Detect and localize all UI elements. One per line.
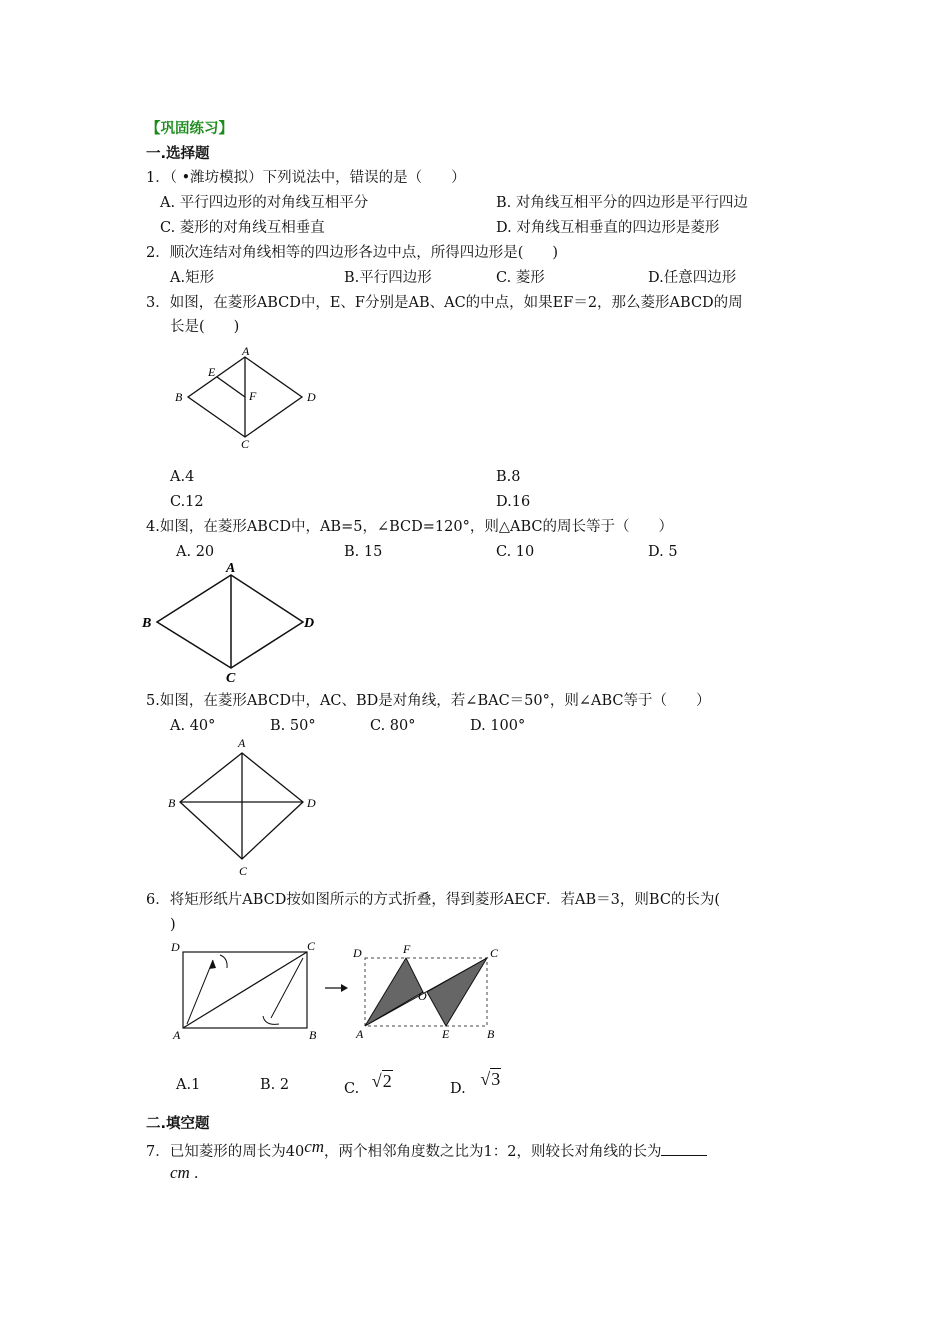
- q5-label-b: B: [168, 796, 176, 810]
- q1-option-a: A. 平行四边形的对角线互相平分: [160, 195, 369, 211]
- q3-label-e: E: [208, 365, 216, 379]
- q6-shaded-triangle-right: [427, 958, 487, 1026]
- q4-label-c: C: [226, 671, 236, 686]
- q2-option-d: D.任意四边形: [648, 270, 737, 286]
- q6-right-label-a: A: [356, 1027, 364, 1041]
- q6-right-label-f: F: [403, 942, 411, 956]
- q5-stem: 5.如图，在菱形ABCD中，AC、BD是对角线，若∠BAC＝50°，则∠ABC等于（ ）: [146, 693, 711, 709]
- q4-option-b: B. 15: [344, 544, 383, 560]
- q3-option-a: A.4: [170, 469, 195, 485]
- q1-option-d: D. 对角线互相垂直的四边形是菱形: [496, 220, 720, 236]
- q5-option-b: B. 50°: [270, 718, 316, 734]
- q4-label-a: A: [226, 561, 236, 576]
- q6-option-d-prefix: D.: [450, 1081, 466, 1097]
- q6-stem-line2: ): [170, 917, 176, 933]
- q7-line1: [146, 1137, 707, 1160]
- q6-option-d: [450, 1069, 501, 1097]
- q4-option-c: C. 10: [496, 544, 535, 560]
- q3-rhombus-figure: [170, 345, 320, 450]
- q6-stem-line1: 6．将矩形纸片ABCD按如图所示的方式折叠，得到菱形AECF．若AB＝3，则BC的长为(: [146, 892, 721, 908]
- q3-stem-line2: 长是( ): [170, 319, 240, 335]
- q3-label-c: C: [241, 437, 250, 451]
- q6-option-c-sqrt: √2: [371, 1071, 392, 1091]
- q3-option-b: B.8: [496, 469, 521, 485]
- q6-option-c-radicand: 2: [382, 1071, 392, 1091]
- q6-left-label-a: A: [173, 1028, 181, 1042]
- q3-stem-line1: 3．如图，在菱形ABCD中，E、F分别是AB、AC的中点，如果EF＝2，那么菱形ABCD的周: [146, 295, 743, 311]
- q6-shaded-triangle-left: [365, 958, 423, 1026]
- q6-option-c: [344, 1071, 393, 1097]
- q2-option-a: A.矩形: [170, 270, 215, 286]
- part2-heading: 二.填空题: [146, 1116, 210, 1132]
- q4-rhombus-figure: [140, 560, 325, 685]
- q4-stem: 4.如图，在菱形ABCD中，AB=5，∠BCD=120°，则△ABC的周长等于（ ）: [146, 519, 673, 535]
- q7-line2: [170, 1164, 198, 1182]
- q4-option-d: D. 5: [648, 544, 678, 560]
- q2-option-c: C. 菱形: [496, 270, 545, 286]
- q6-left-fold-arrow-2: [271, 958, 303, 1018]
- q6-right-label-o: O: [418, 989, 427, 1003]
- q6-option-c-prefix: C.: [344, 1081, 360, 1097]
- q7-text1: 7．已知菱形的周长为40: [146, 1144, 305, 1160]
- q6-right-label-b: B: [487, 1027, 495, 1041]
- q4-option-a: A. 20: [176, 544, 215, 560]
- q6-option-b: B. 2: [260, 1077, 290, 1093]
- q1-option-b: B. 对角线互相平分的四边形是平行四边: [496, 195, 748, 211]
- q6-option-d-sqrt: √3: [480, 1069, 501, 1089]
- q6-arrowhead-1: [209, 960, 216, 969]
- q6-option-a: A.1: [176, 1077, 201, 1093]
- q6-left-label-c: C: [307, 939, 316, 953]
- q3-label-d: D: [307, 390, 316, 404]
- q5-option-a: A. 40°: [170, 718, 216, 734]
- q5-rhombus-figure: [165, 735, 325, 880]
- section-title: 【巩固练习】: [146, 121, 233, 137]
- q6-left-fold-arrow-1: [187, 960, 213, 1024]
- q3-label-b: B: [175, 390, 183, 404]
- q6-left-label-b: B: [309, 1028, 317, 1042]
- q1-option-c: C. 菱形的对角线互相垂直: [160, 220, 325, 236]
- q6-right-label-d: D: [353, 946, 362, 960]
- q5-label-c: C: [239, 864, 248, 878]
- q6-transition-arrowhead: [341, 984, 348, 992]
- q4-label-d: D: [304, 616, 315, 631]
- q7-unit: cm: [304, 1137, 325, 1156]
- q3-option-d: D.16: [496, 494, 531, 510]
- q3-label-f: F: [249, 389, 257, 403]
- q7-text2: ，两个相邻角度数之比为1：2，则较长对角线的长为: [324, 1144, 662, 1160]
- q2-stem: 2．顺次连结对角线相等的四边形各边中点，所得四边形是( ): [146, 245, 559, 261]
- q7-end: .: [193, 1166, 199, 1182]
- q5-label-a: A: [238, 736, 246, 750]
- q5-label-d: D: [307, 796, 316, 810]
- q4-rhombus: [157, 575, 303, 668]
- q4-label-b: B: [142, 616, 152, 631]
- q7-unit2: cm: [170, 1163, 190, 1182]
- q6-right-label-c: C: [490, 946, 499, 960]
- q6-fold-curve-1: [220, 955, 227, 968]
- q1-stem: 1．（ •潍坊模拟）下列说法中，错误的是（ ）: [146, 170, 466, 186]
- q6-left-label-d: D: [171, 940, 180, 954]
- q3-option-c: C.12: [170, 494, 204, 510]
- q6-option-d-radicand: 3: [491, 1069, 501, 1089]
- q5-option-d: D. 100°: [470, 718, 526, 734]
- q7-answer-blank[interactable]: [661, 1143, 707, 1156]
- q3-segment-ef: [217, 377, 245, 397]
- q6-left-diagonal: [183, 952, 307, 1028]
- q2-option-b: B.平行四边形: [344, 270, 432, 286]
- q6-fold-figure: [165, 938, 510, 1048]
- q5-option-c: C. 80°: [370, 718, 416, 734]
- part1-heading: 一.选择题: [146, 146, 210, 162]
- q6-right-label-e: E: [442, 1027, 450, 1041]
- q3-label-a: A: [242, 344, 250, 358]
